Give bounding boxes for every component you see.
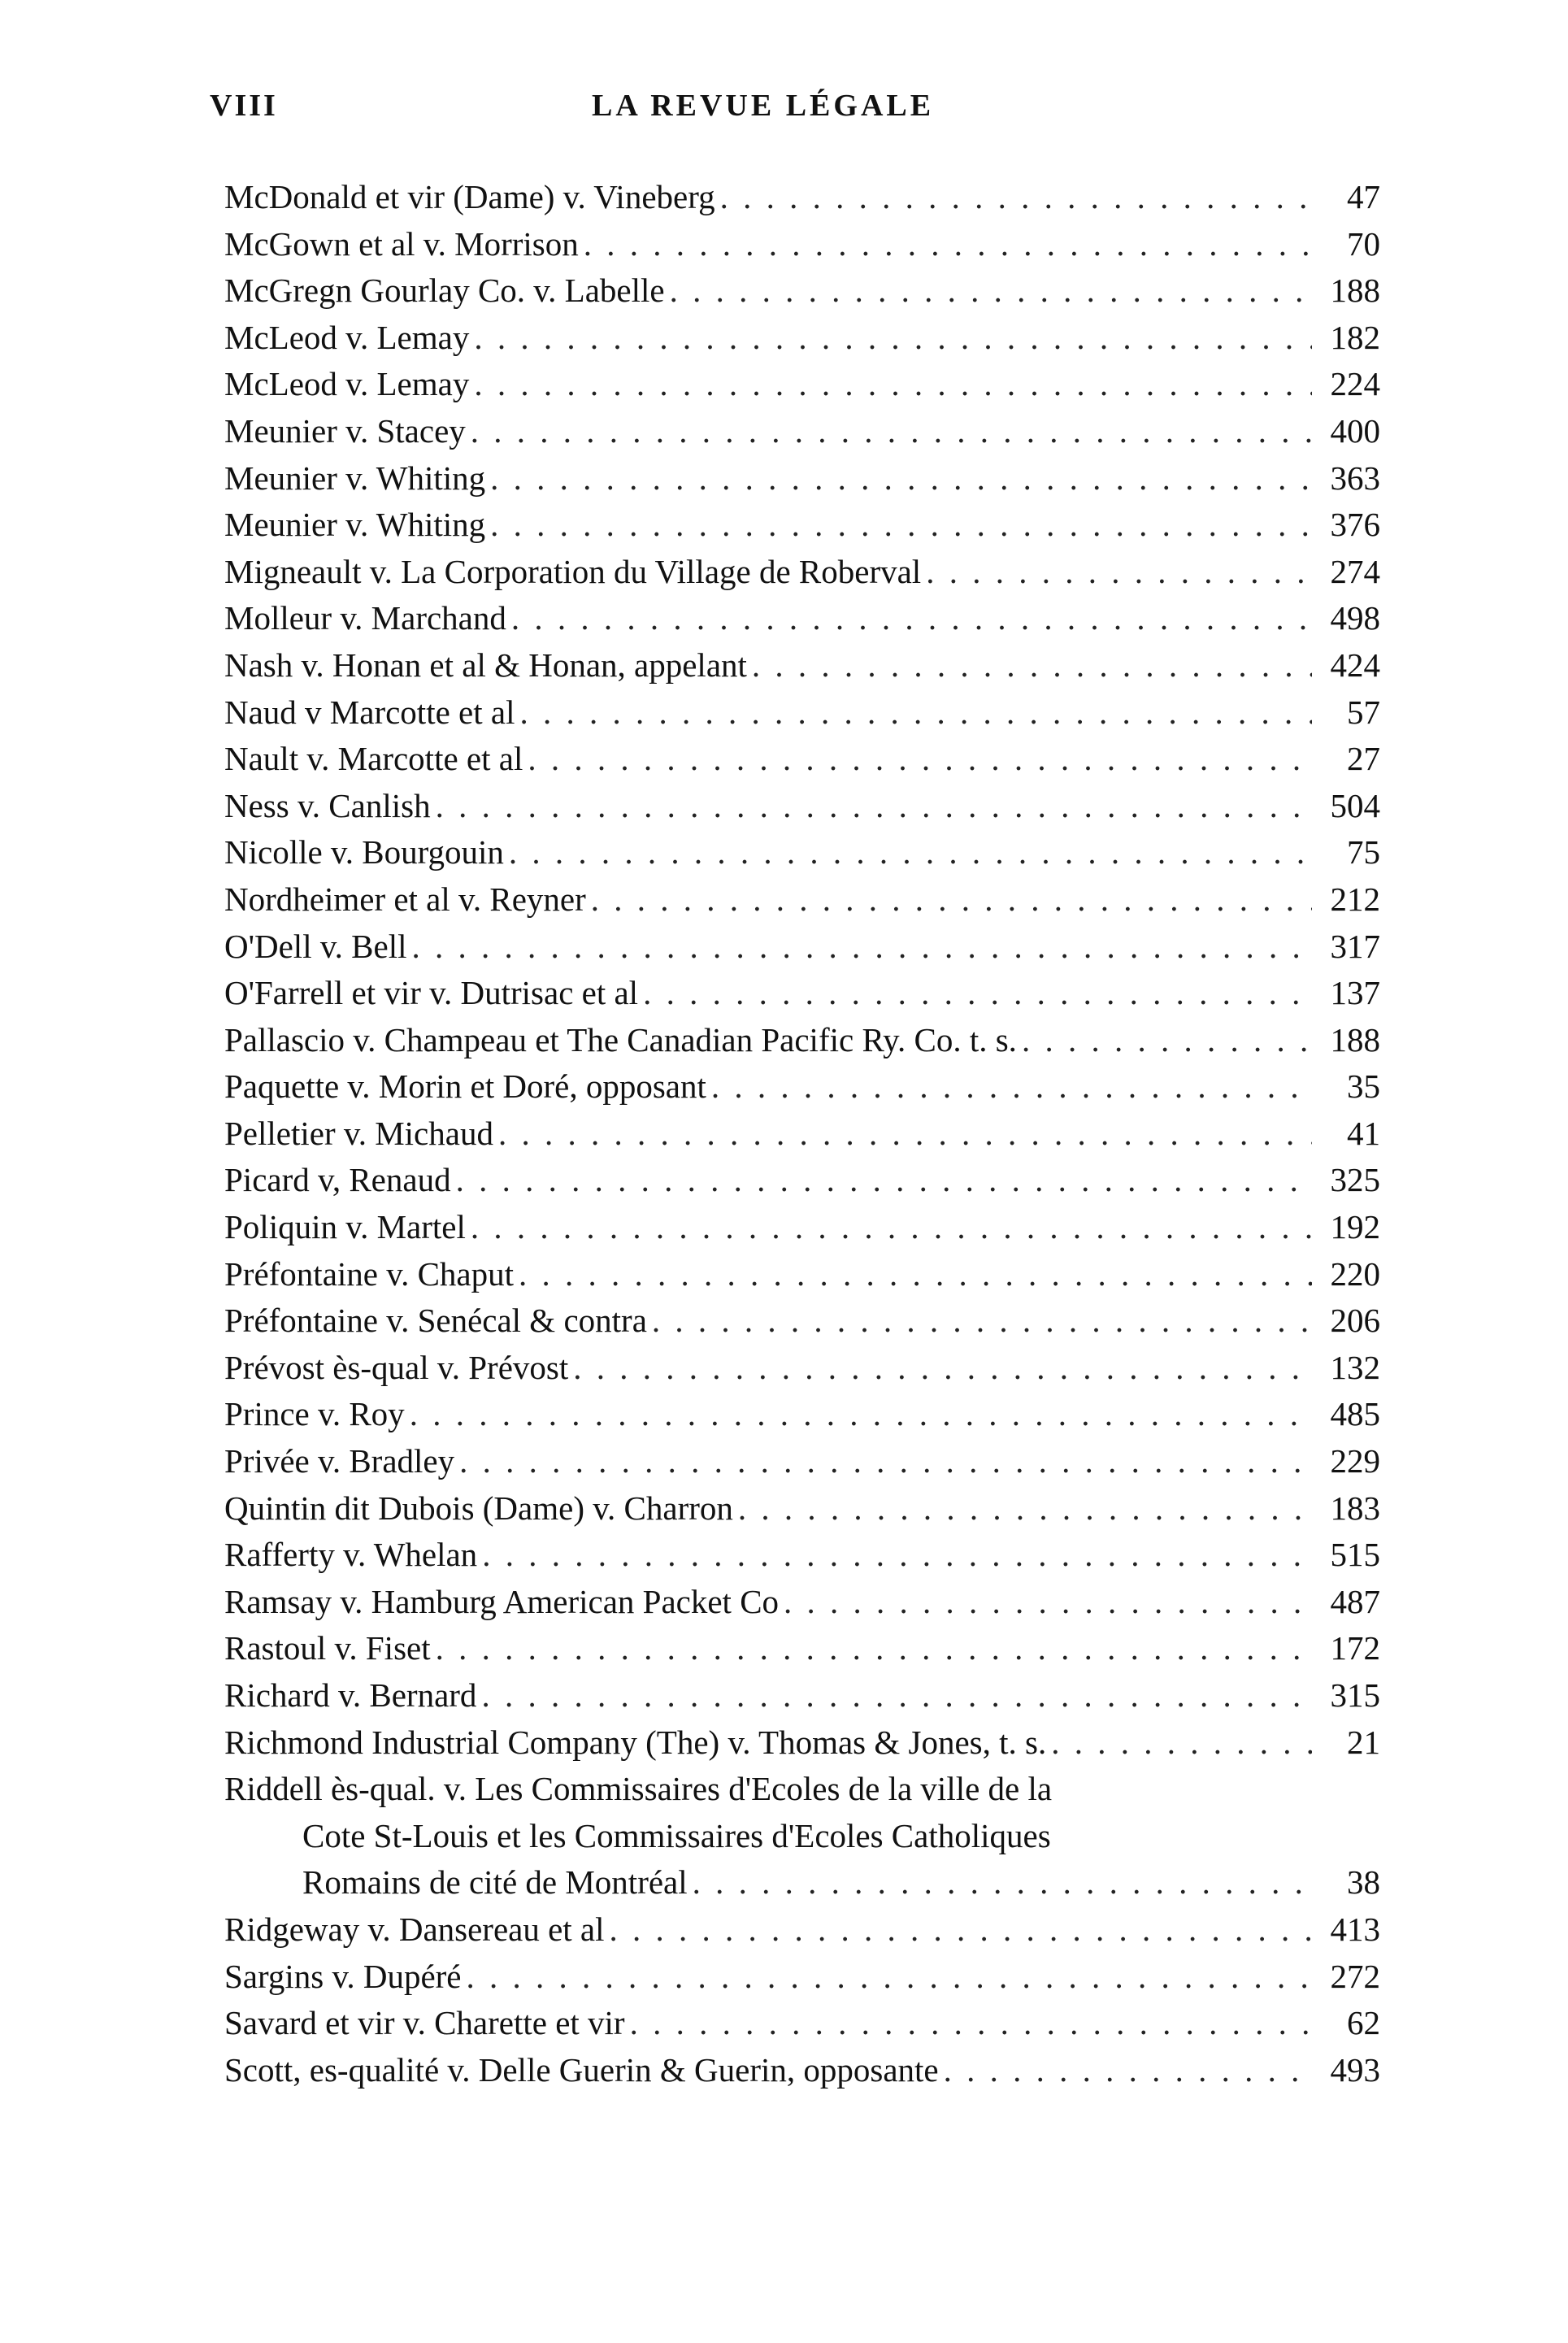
index-entry <box>224 267 1380 315</box>
case-name: Migneault v. La Corporation du Village de Roberval <box>224 552 922 590</box>
dot-leader <box>498 1111 1312 1158</box>
dot-leader <box>693 1859 1312 1906</box>
dot-leader <box>482 1532 1312 1579</box>
page-reference: 47 <box>1347 178 1380 215</box>
case-name: Meunier v. Stacey <box>224 411 466 450</box>
index-entry <box>224 502 1380 549</box>
dot-leader <box>720 174 1312 221</box>
index-entry <box>224 1625 1380 1672</box>
case-name: Molleur v. Marchand <box>224 599 506 637</box>
page-reference: 38 <box>1347 1863 1380 1902</box>
dot-leader <box>610 1906 1312 1954</box>
case-name: Picard v, Renaud <box>224 1161 451 1199</box>
page-reference: 400 <box>1330 411 1380 450</box>
page-reference: 137 <box>1330 974 1380 1012</box>
dot-leader <box>584 221 1312 268</box>
index-entry <box>224 315 1380 362</box>
dot-leader <box>474 315 1312 362</box>
dot-leader <box>456 1157 1312 1204</box>
index-entry <box>224 595 1380 642</box>
index-entry <box>224 174 1380 221</box>
case-name: McGregn Gourlay Co. v. Labelle <box>224 272 665 310</box>
index-entry <box>224 1438 1380 1485</box>
index-entry <box>224 1391 1380 1438</box>
index-entry-continuation <box>224 1859 1380 1906</box>
page-reference: 70 <box>1347 224 1380 263</box>
dot-leader <box>436 1625 1312 1672</box>
index-entry <box>224 1485 1380 1532</box>
page-reference: 325 <box>1330 1161 1380 1199</box>
index-entry <box>224 1298 1380 1345</box>
case-name: McGown et al v. Morrison <box>224 224 579 263</box>
case-name: Prince v. Roy <box>224 1395 405 1433</box>
index-entry <box>224 783 1380 830</box>
dot-leader <box>471 1204 1312 1251</box>
page-reference: 188 <box>1330 1020 1380 1058</box>
page-reference: 182 <box>1330 318 1380 356</box>
page-reference: 27 <box>1347 740 1380 778</box>
index-entry <box>224 1532 1380 1579</box>
page-reference: 212 <box>1330 880 1380 918</box>
index-entry <box>224 1954 1380 2001</box>
dot-leader <box>481 1672 1312 1719</box>
dot-leader <box>1022 1017 1312 1064</box>
page-reference: 413 <box>1330 1910 1380 1948</box>
page-reference: 493 <box>1330 2050 1380 2089</box>
index-entry <box>224 829 1380 876</box>
case-name: Savard et vir v. Charette et vir <box>224 2004 625 2042</box>
dot-leader <box>944 2047 1312 2094</box>
index-entry <box>224 1063 1380 1111</box>
dot-leader <box>528 736 1312 783</box>
index-entry <box>224 642 1380 689</box>
index-entry <box>224 408 1380 455</box>
page-reference: 487 <box>1330 1582 1380 1620</box>
dot-leader <box>467 1954 1312 2001</box>
page-reference: 485 <box>1330 1395 1380 1433</box>
case-name: Scott, es-qualité v. Delle Guerin & Guerin, opposante <box>224 2050 939 2089</box>
page-reference: 75 <box>1347 833 1380 872</box>
index-entry <box>224 1719 1380 1767</box>
case-name: Paquette v. Morin et Doré, opposant <box>224 1067 706 1106</box>
page-reference: 504 <box>1330 786 1380 824</box>
page-reference: 220 <box>1330 1254 1380 1293</box>
page-reference: 206 <box>1330 1302 1380 1340</box>
page-reference: 172 <box>1330 1629 1380 1667</box>
case-name: McLeod v. Lemay <box>224 365 470 403</box>
index-entry-continuation <box>224 1813 1380 1860</box>
case-name: Nordheimer et al v. Reyner <box>224 880 586 918</box>
page-reference: 376 <box>1330 506 1380 544</box>
case-name: Ness v. Canlish <box>224 786 431 824</box>
case-name: Prévost ès-qual v. Prévost <box>224 1348 569 1386</box>
case-name: Meunier v. Whiting <box>224 459 486 497</box>
index-entry <box>224 1251 1380 1298</box>
page-reference: 192 <box>1330 1208 1380 1246</box>
case-name: McLeod v. Lemay <box>224 318 470 356</box>
case-name: Rafferty v. Whelan <box>224 1536 478 1574</box>
case-name: Nault v. Marcotte et al <box>224 740 523 778</box>
dot-leader <box>630 2000 1312 2047</box>
page-reference: 224 <box>1330 365 1380 403</box>
case-name: Ridgeway v. Dansereau et al <box>224 1910 605 1948</box>
page-reference: 498 <box>1330 599 1380 637</box>
index-entry <box>224 876 1380 924</box>
dot-leader <box>652 1298 1312 1345</box>
page-reference: 229 <box>1330 1442 1380 1480</box>
page-reference: 57 <box>1347 693 1380 731</box>
case-name: Richard v. Bernard <box>224 1676 477 1714</box>
page-reference: 183 <box>1330 1489 1380 1527</box>
page-reference: 315 <box>1330 1676 1380 1714</box>
page-reference: 272 <box>1330 1957 1380 1995</box>
dot-leader <box>410 1391 1312 1438</box>
dot-leader <box>490 502 1312 549</box>
dot-leader <box>511 595 1312 642</box>
dot-leader <box>784 1579 1312 1626</box>
index-entry <box>224 1017 1380 1064</box>
dot-leader <box>670 267 1312 315</box>
page-reference: 317 <box>1330 927 1380 965</box>
case-index-list <box>224 174 1380 2093</box>
index-entry <box>224 1204 1380 1251</box>
index-entry <box>224 970 1380 1017</box>
index-entry <box>224 924 1380 971</box>
index-entry <box>224 736 1380 783</box>
case-name: Pallascio v. Champeau et The Canadian Pacific Ry. Co. t. s. <box>224 1020 1017 1058</box>
journal-title: LA REVUE LÉGALE <box>592 89 935 123</box>
case-name: Préfontaine v. Chaput <box>224 1254 515 1293</box>
dot-leader <box>412 924 1313 971</box>
case-name: Riddell ès-qual. v. Les Commissaires d'Ecoles de la ville de la <box>224 1770 1053 1808</box>
page-reference: 515 <box>1330 1536 1380 1574</box>
running-head <box>210 88 1380 137</box>
case-name: McDonald et vir (Dame) v. Vineberg <box>224 178 715 215</box>
page-number: VIII <box>210 89 278 123</box>
dot-leader <box>926 549 1312 596</box>
dot-leader <box>509 829 1312 876</box>
dot-leader <box>519 689 1312 737</box>
dot-leader <box>738 1485 1312 1532</box>
page-reference: 132 <box>1330 1348 1380 1386</box>
case-name: Nicolle v. Bourgouin <box>224 833 504 872</box>
case-name: Poliquin v. Martel <box>224 1208 466 1246</box>
dot-leader <box>573 1345 1312 1392</box>
index-entry <box>224 1157 1380 1204</box>
index-entry <box>224 221 1380 268</box>
index-entry <box>224 549 1380 596</box>
case-name: Ramsay v. Hamburg American Packet Co <box>224 1582 780 1620</box>
case-name: O'Farrell et vir v. Dutrisac et al <box>224 974 639 1012</box>
case-name: Quintin dit Dubois (Dame) v. Charron <box>224 1489 733 1527</box>
page-reference: 41 <box>1347 1114 1380 1152</box>
dot-leader <box>436 783 1312 830</box>
case-name: Pelletier v. Michaud <box>224 1114 493 1152</box>
page-reference: 62 <box>1347 2004 1380 2042</box>
dot-leader <box>519 1251 1312 1298</box>
dot-leader <box>459 1438 1312 1485</box>
page-reference: 424 <box>1330 646 1380 684</box>
case-name: Privée v. Bradley <box>224 1442 455 1480</box>
case-name: Nash v. Honan et al & Honan, appelant <box>224 646 747 684</box>
case-name: Préfontaine v. Senécal & contra <box>224 1302 647 1340</box>
dot-leader <box>474 361 1312 408</box>
index-entry <box>224 1906 1380 1954</box>
page-reference: 35 <box>1347 1067 1380 1106</box>
index-entry <box>224 1672 1380 1719</box>
index-entry <box>224 1766 1380 1813</box>
index-entry <box>224 455 1380 502</box>
case-name: Meunier v. Whiting <box>224 506 486 544</box>
dot-leader <box>471 408 1312 455</box>
page-reference: 274 <box>1330 552 1380 590</box>
case-name: Richmond Industrial Company (The) v. Thomas & Jones, t. s. <box>224 1723 1047 1761</box>
index-entry <box>224 1579 1380 1626</box>
index-entry <box>224 1345 1380 1392</box>
dot-leader <box>752 642 1312 689</box>
page-reference: 188 <box>1330 272 1380 310</box>
case-name: Sargins v. Dupéré <box>224 1957 462 1995</box>
page-reference: 21 <box>1347 1723 1380 1761</box>
dot-leader <box>711 1063 1312 1111</box>
case-name: Naud v Marcotte et al <box>224 693 515 731</box>
index-entry <box>224 361 1380 408</box>
case-name: O'Dell v. Bell <box>224 927 407 965</box>
dot-leader <box>490 455 1312 502</box>
index-entry <box>224 2000 1380 2047</box>
dot-leader <box>1051 1719 1312 1767</box>
dot-leader <box>591 876 1312 924</box>
dot-leader <box>643 970 1312 1017</box>
index-entry <box>224 2047 1380 2094</box>
index-entry <box>224 1111 1380 1158</box>
page-reference: 363 <box>1330 459 1380 497</box>
case-name: Romains de cité de Montréal <box>302 1863 688 1902</box>
index-entry <box>224 689 1380 737</box>
case-name: Cote St-Louis et les Commissaires d'Ecoles Catholiques <box>302 1816 1051 1854</box>
case-name: Rastoul v. Fiset <box>224 1629 431 1667</box>
